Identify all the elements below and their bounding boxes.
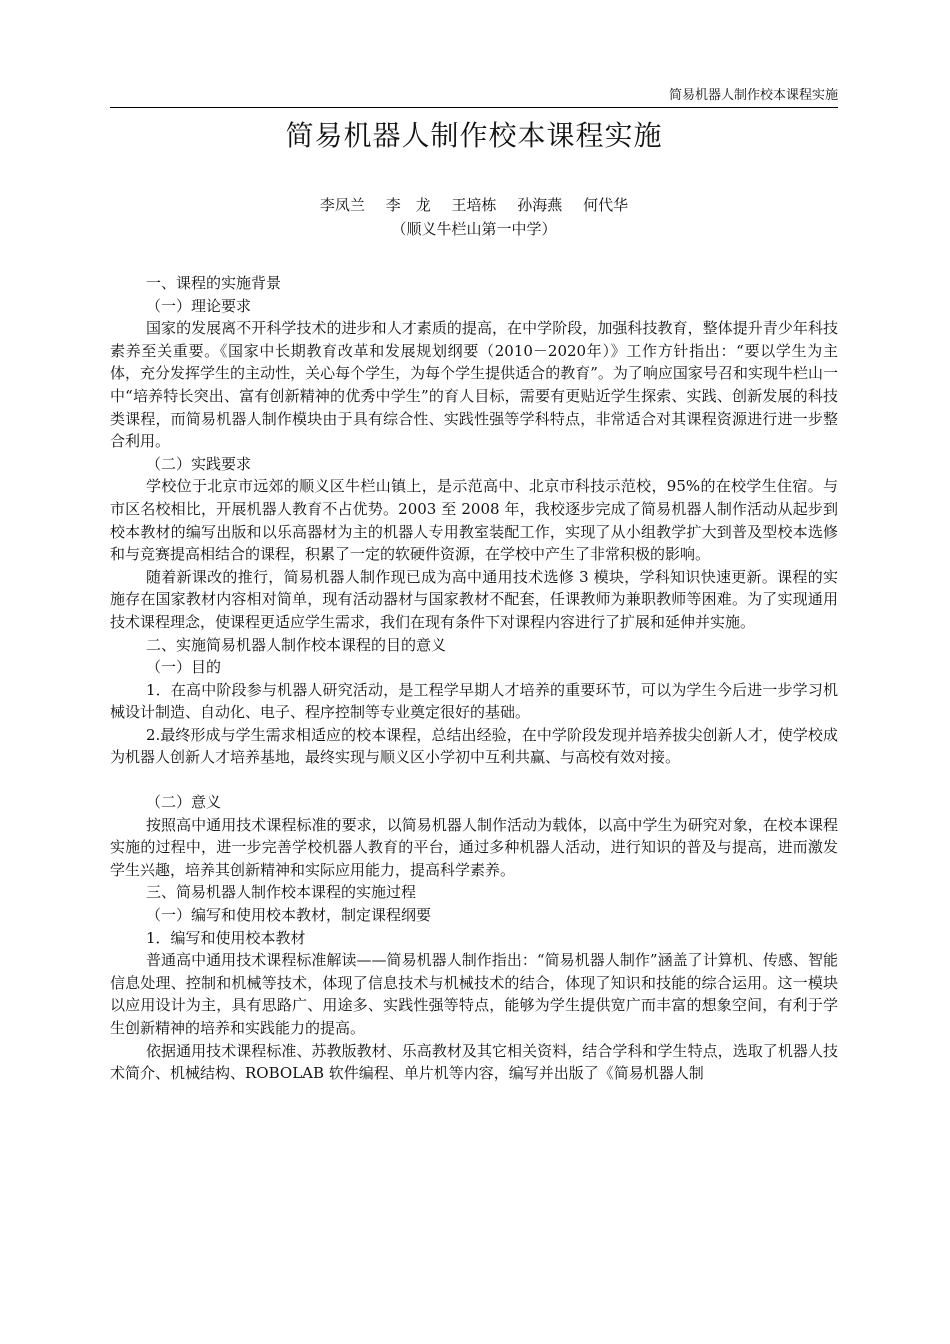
- paragraph: 按照高中通用技术课程标准的要求，以简易机器人制作活动为载体，以高中学生为研究对象，在校本课程实施的过程中，进一步完善学校机器人教育的平台，通过多种机器人活动，进行知识的普及与提高，进而激发学生兴趣，培养其创新精神和实际应用能力，提高科学素养。: [110, 815, 838, 879]
- running-header: 简易机器人制作校本课程实施: [110, 86, 838, 108]
- section-heading: 一、课程的实施背景: [146, 274, 282, 292]
- author-name: 王培栋: [451, 196, 497, 214]
- subsubsection-heading: 1．编写和使用校本教材: [146, 928, 306, 947]
- affiliation: （顺义牛栏山第一中学）: [391, 220, 557, 238]
- subsection-heading: （二）意义: [146, 793, 222, 812]
- author-name: 李凤兰: [319, 196, 365, 214]
- paragraph: 依据通用技术课程标准、苏教版教材、乐高教材及其它相关资料，结合学科和学生特点，选取了机器人技术简介、机械结构、ROBOLAB 软件编程、单片机等内容，编写并出版了《简易机器人制: [110, 1041, 838, 1083]
- subsection-heading: （一）理论要求: [146, 296, 252, 315]
- subsection-heading: （二）实践要求: [146, 454, 252, 473]
- section-heading: 三、简易机器人制作校本课程的实施过程: [146, 883, 417, 902]
- subsection-heading: （一）目的: [146, 658, 222, 677]
- body-text: [110, 272, 838, 1085]
- paragraph: 随着新课改的推行，简易机器人制作现已成为高中通用技术选修 3 模块，学科知识快速更新。课程的实施存在国家教材内容相对简单，现有活动器材与国家教材不配套，任课教师为兼职教师等困难。为了实现通用技术课程理念，使课程更适应学生需求，我们在现有条件下对课程内容进行了扩展和延伸并实施。: [110, 567, 838, 631]
- author-name: 孙海燕: [517, 196, 563, 214]
- paragraph: 学校位于北京市远郊的顺义区牛栏山镇上，是示范高中、北京市科技示范校，95%的在校学生住宿。与市区名校相比，开展机器人教育不占优势。2003 至 2008 年，我校逐步完成了简易机器人制作活动从起步到校本教材的编写出版和以乐高器材为主的机器人专用教室装配工作，实现了从小组教学扩大到普及型校本选修和与竞赛提高相结合的课程，积累了一定的软硬件资源，在学校中产生了非常积极的影响。: [110, 477, 838, 564]
- author-name: 何代华: [583, 196, 629, 214]
- paper-title: 简易机器人制作校本课程实施: [285, 119, 663, 152]
- author-list: [110, 193, 838, 217]
- paragraph: 2.最终形成与学生需求相适应的校本课程，总结出经验，在中学阶段发现并培养拔尖创新人才，使学校成为机器人创新人才培养基地，最终实现与顺义区小学初中互利共赢、与高校有效对接。: [110, 725, 838, 767]
- paragraph: 普通高中通用技术课程标准解读——简易机器人制作指出：“简易机器人制作”涵盖了计算机、传感、智能信息处理、控制和机械等技术，体现了信息技术与机械技术的结合，体现了知识和技能的综合运用。这一模块以应用设计为主，具有思路广、用途多、实践性强等特点，能够为学生提供宽广而丰富的想象空间，有利于学生创新精神的培养和实践能力的提高。: [110, 951, 838, 1037]
- author-name: 李 龙: [385, 196, 431, 214]
- subsection-heading: （一）编写和使用校本教材，制定课程纲要: [146, 906, 432, 925]
- section-heading: 二、实施简易机器人制作校本课程的目的意义: [146, 635, 447, 654]
- paragraph: 1．在高中阶段参与机器人研究活动，是工程学早期人才培养的重要环节，可以为学生今后进一步学习机械设计制造、自动化、电子、程序控制等专业奠定很好的基础。: [110, 680, 838, 722]
- paragraph: 国家的发展离不开科学技术的进步和人才素质的提高，在中学阶段，加强科技教育，整体提升青少年科技素养至关重要。《国家中长期教育改革和发展规划纲要（2010－2020年）》工作方针指出：“要以学生为主体，充分发挥学生的主动性，关心每个学生，为每个学生提供适合的教育”。为了响应国家号召和实现牛栏山一中“培养特长突出、富有创新精神的优秀中学生”的育人目标，需要有更贴近学生探索、实践、创新发展的科技类课程，而简易机器人制作模块由于具有综合性、实践性强等学科特点，非常适合对其课程资源进行进一步整合利用。: [110, 319, 838, 451]
